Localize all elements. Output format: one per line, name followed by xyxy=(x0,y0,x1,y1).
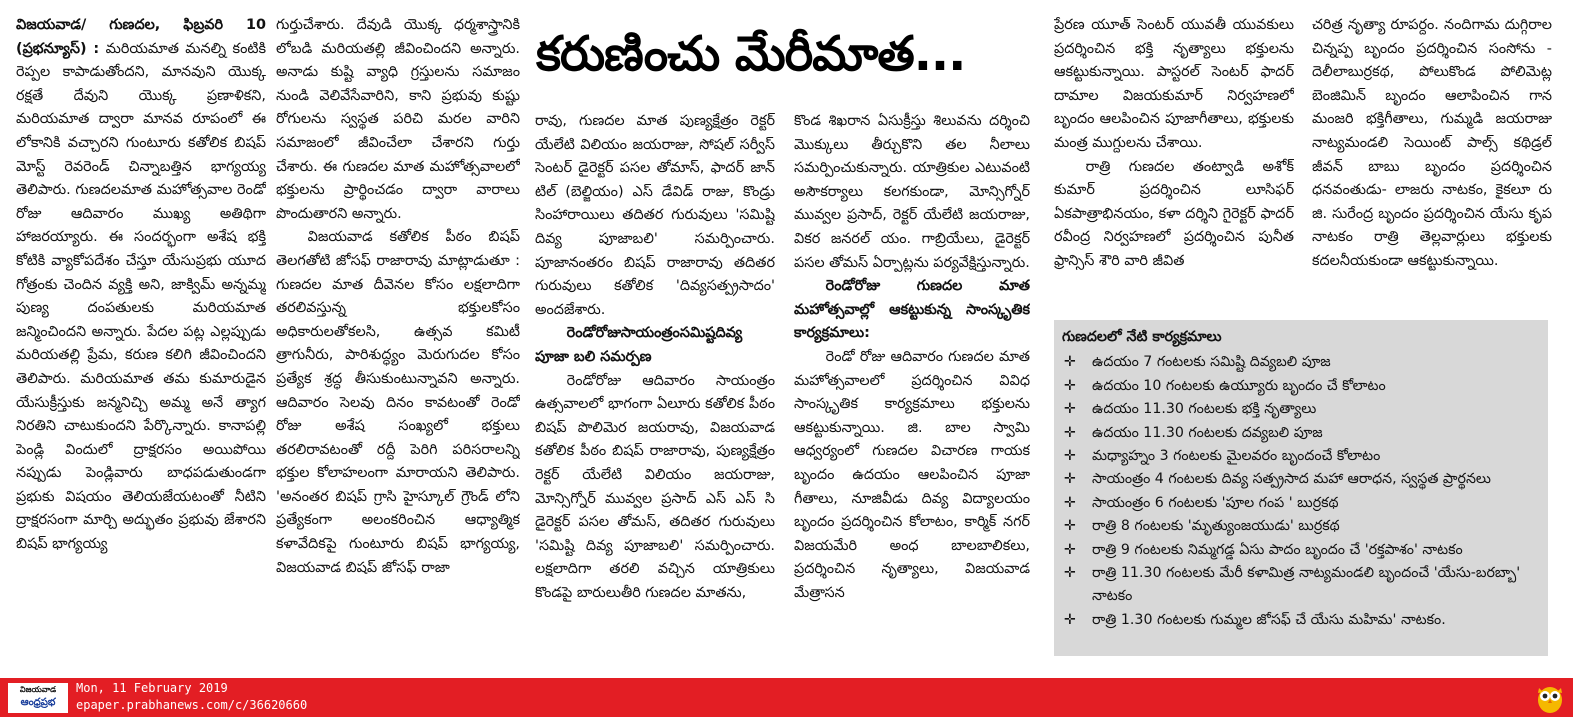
article-column-5 xyxy=(1054,14,1294,314)
article-paragraph: విజయవాడ కతోలిక పీఠం బిషప్ తెలగతోటి జోసఫ్ రాజారావు మాట్లాడుతూ : గుణదల మాత దీవెనల కోసం లక్షలాదిగా తరలివస్తున్న భక్తులకోసం అధికారులతోకలసి, ఉత్సవ కమిటీ త్రాగునీరు, పారిశుద్ధ్యం మెరుగుదల కోసం ప్రత్యేక శ్రద్ధ తీసుకుంటున్నావని అన్నారు. ఆదివారం సెలవు దినం కావటంతో రెండో రోజు అశేష సంఖ్యలో భక్తులు తరలిరావటంతో రద్దీ పెరిగి పరిసరాలన్ని భక్తుల కోలాహలంగా మారాయని తెలిపారు. 'అనంతర బిషప్ గ్రాసి హైస్కూల్ గ్రౌండ్ లోని ప్రత్యేకంగా అలంకరించిన ఆధ్యాత్మిక కళావేదికపై గుంటూరు బిషప్ భాగ్యయ్య, విజయవాడ బిషప్ జోసఫ్ రాజా xyxy=(276,229,520,576)
subheading: రెండోరోజు గుణదల మాత మహోత్సవాల్లో ఆకట్టుకున్న సాంస్కృతిక కార్యక్రమాలు: xyxy=(794,278,1030,342)
plus-bullet-icon: ✛ xyxy=(1064,518,1076,535)
schedule-item: ✛ ఉదయం 10 గంటలకు ఉయ్యూరు బృందం చే కోలాటం xyxy=(1062,375,1540,398)
schedule-item: ✛ మధ్యాహ్నం 3 గంటలకు మైలవరం బృందంచే కోలాటం xyxy=(1062,445,1540,468)
article-paragraph: విజయవాడ/ గుణదల, ఫిబ్రవరి 10 (ప్రభన్యూస్) : మరియమాత మనల్ని కంటికి రెప్పల కాపాడుతోందని, మానవుని యొక్క రక్షతే దేవుని యొక్క ప్రణాళికని, మరియమాత ద్వారా మానవ రూపంలో ఈ లోకానికి వచ్చారని గుంటూరు కతోలిక బిషప్ మోస్ట్ రెవరెండ్ చిన్నాబత్తిన భాగ్యయ్య తెలిపారు. గుణదలమాత మహోత్సవాల రెండో రోజు ఆదివారం ముఖ్య అతిథిగా హాజరయ్యారు. ఈ సందర్భంగా అశేష భక్తి కోటికి వ్యాకోపదేశం చేస్తూ యేసుప్రభు యూద గోత్రంకు చెందిన వ్యక్తి అని, జాక్విమ్ అన్నమ్మ పుణ్య దంపతులకు మరియమాత జన్మించిందని అన్నారు. పేదల పట్ల ఎల్లప్పుడు మరియతల్లి ప్రేమ, కరుణ కలిగి జీవించిందని తెలిపారు. మరియమాత తమ కుమారుడైన యేసుక్రీస్తుకు జన్మనిచ్చి అమ్మ అనే త్యాగ నిరతిని చాటుకుందని పేర్కొన్నారు. కానాపల్లి పెండ్లి విందులో ద్రాక్షరసం అయిపోయి నప్పుడు పెండ్లివారు బాధపడుతుండగా ప్రభుకు విషయం తెలియజేయటంతో నీటిని ద్రాక్షరసంగా మార్చి అద్భుతం ప్రభువు జేశారని బిషప్ భాగ్యయ్య xyxy=(16,17,266,553)
schedule-item: ✛ ఉదయం 11.30 గంటలకు భక్తి నృత్యాలు xyxy=(1062,398,1540,421)
plus-bullet-icon: ✛ xyxy=(1064,354,1076,371)
plus-bullet-icon: ✛ xyxy=(1064,541,1076,558)
schedule-item: ✛ రాత్రి 11.30 గంటలకు మేరీ కళామిత్ర నాట్యమండలి బృందంచే 'యేసు-బరబ్బా' నాటకం xyxy=(1062,562,1540,609)
article-column-3 xyxy=(535,110,775,664)
plus-bullet-icon: ✛ xyxy=(1064,448,1076,465)
subheading: రెండోరోజుసాయంత్రంసమిష్టదివ్య పూజా బలి సమర్పణ xyxy=(535,325,743,365)
article-paragraph: కొండ శిఖరాన ఏసుక్రీస్తు శిలువను దర్శించి మొక్కులు తీర్చుకొని తల నీలాలు సమర్పించుకున్నారు. యాత్రికుల ఎటువంటి అసౌకర్యాలు కలగకుండా, మోన్సిగ్నోర్ మువ్వల ప్రసాద్, రెక్టర్ యేలేటి జయరాజు, వికర జనరల్ యం. గాబ్రియేలు, డైరెక్టర్ పసల తోమస్ ఏర్పాట్లను పర్యవేక్షిస్తున్నారు. xyxy=(794,113,1030,271)
schedule-item: ✛ రాత్రి 8 గంటలకు 'మృత్యుంజయుడు' బుర్రకథ xyxy=(1062,515,1540,538)
epaper-url-link[interactable]: epaper.prabhanews.com/c/36620660 xyxy=(76,698,308,712)
logo-name: ఆంధ్రప్రభ xyxy=(20,697,56,708)
plus-bullet-icon: ✛ xyxy=(1064,401,1076,418)
article-paragraph: ప్రేరణ యూత్ సెంటర్ యువతీ యువకులు ప్రదర్శించిన భక్తి నృత్యాలు భక్తులను ఆకట్టుకున్నాయి. పాస్టరల్ సెంటర్ ఫాదర్ దామాల విజయకుమార్ నిర్వహణలో బృందం ఆలపించిన పూజాగీతాలు, భక్తులకు మంత్ర ముగ్దులను చేశాయి. xyxy=(1054,17,1294,151)
article-column-2 xyxy=(276,14,520,664)
schedule-item: ✛ ఉదయం 7 గంటలకు సమిష్టి దివ్యబలి పూజ xyxy=(1062,351,1540,374)
schedule-item: ✛ రాత్రి 1.30 గంటలకు గుమ్మల జోసఫ్ చే యేసు మహిమ' నాటకం. xyxy=(1062,609,1540,632)
schedule-item: ✛ సాయంత్రం 6 గంటలకు 'పూల గంప ' బుర్రకథ xyxy=(1062,492,1540,515)
logo-edition: విజయవాడ xyxy=(19,685,57,694)
schedule-item: ✛ సాయంత్రం 4 గంటలకు దివ్య సత్ప్రసాద మహా ఆరాధన, స్వస్థత ప్రార్థనలు xyxy=(1062,468,1540,491)
article-paragraph: రెండో రోజు ఆదివారం గుణదల మాత మహోత్సవాలలో ప్రదర్శించిన వివిధ సాంస్కృతిక కార్యక్రమాలు భక్తులను ఆకట్టుకున్నాయి. జి. బాల స్వామి ఆధ్వర్యంలో గుణదల విచారణ గాయక బృందం ఉదయం ఆలపించిన పూజా గీతాలు, నూజివీడు దివ్య విద్యాలయం బృందం ప్రదర్శించిన కోలాటం, కార్మిక్ నగర్ విజయమేరి అంధ బాలబాలికలు, ప్రదర్శించిన నృత్యాలు, విజయవాడ మేత్రాసన xyxy=(794,348,1030,601)
schedule-box xyxy=(1054,320,1548,656)
article-paragraph: రావు, గుణదల మాత పుణ్యక్షేత్రం రెక్టర్ యేలేటి విలియం జయరాజు, సోషల్ సర్వీస్ సెంటర్ డైరెక్టర్ పసల తోమాస్, ఫాదర్ జాన్ టిల్ (బెల్జియం) ఎస్ డేవిడ్ రాజు, కొండ్రు సింహారాయిలు తదితర గురువులు 'సమిష్టి దివ్య పూజాబలి' సమర్పించారు. పూజానంతరం బిషప్ రాజారావు తదితర గురువులు కతోలిక 'దివ్యసత్ప్రసాదం' అందజేశారు. xyxy=(535,113,775,318)
owl-icon xyxy=(1535,682,1565,714)
headline: కరుణించు మేరీమాత... xyxy=(536,26,966,82)
article-paragraph: రాత్రి గుణదల తంట్వాడి అశోక్ కుమార్ ప్రదర్శించిన లూసిఫర్ ఏకపాత్రాభినయం, కళా దర్శిని గైరెక్టర్ ఫాదర్ రవీంద్ర నిర్వహణలో ప్రదర్శించిన పునీత ఫ్రాన్సిస్ శౌరి వారి జీవిత xyxy=(1054,158,1294,269)
plus-bullet-icon: ✛ xyxy=(1064,565,1076,582)
article-paragraph: గుర్తుచేశారు. దేవుడి యొక్క ధర్మశాస్త్రానికి లోబడి మరియతల్లి జీవించిందని అన్నారు. అనాడు కుష్టి వ్యాధి గ్రస్తులను సమాజం నుండి వెలివేసేవారిని, కాని ప్రభువు కుష్టు రోగులను స్వస్థత పరిచి మరల వారిని సమాజంలో జీవించేలా చేశారని గుర్తు చేశారు. ఈ గుణదల మాత మహోత్సవాలలో భక్తులను ప్రార్థించడం ద్వారా వారాలు పొందుతారని అన్నారు. xyxy=(276,17,520,222)
dateline: విజయవాడ/ గుణదల, ఫిబ్రవరి 10 (ప్రభన్యూస్) : xyxy=(16,17,266,57)
article-column-6 xyxy=(1312,14,1552,314)
edition-date: Mon, 11 February 2019 xyxy=(76,681,228,695)
article-column-4 xyxy=(794,110,1030,664)
schedule-list xyxy=(1062,351,1540,632)
plus-bullet-icon: ✛ xyxy=(1064,611,1076,628)
plus-bullet-icon: ✛ xyxy=(1064,494,1076,511)
schedule-item: ✛ ఉదయం 11.30 గంటలకు దవ్యబలి పూజ xyxy=(1062,422,1540,445)
article-paragraph: చరిత్ర నృత్యా రూపర్దం. నందిగామ దుగ్గిరాల చిన్నప్ప బృందం ప్రదర్శించిన సంసోను - దెలీలాబుర్రకథ, పోలుకొండ పోలిమెట్ల బెంజిమిన్ బృందం ఆలాపించిన గాన మంజరి భక్తిగీతాలు, గుమ్మడి జయరాజు నాట్యమండలి సెయింట్ పాల్స్ కథిడ్రల్ జీవన్ బాబు బృందం ప్రదర్శించిన ధనవంతుడు- లాజరు నాటకం, కైకలూ రు జి. సురేంద్ర బృందం ప్రదర్శించిన యేసు కృప నాటకం రాత్రి తెల్లవార్లులు భక్తులకు కదలనీయకుండా ఆకట్టుకున్నాయి. xyxy=(1312,17,1552,269)
article-column-1 xyxy=(16,14,266,664)
plus-bullet-icon: ✛ xyxy=(1064,471,1076,488)
plus-bullet-icon: ✛ xyxy=(1064,377,1076,394)
schedule-title: గుణదలలో నేటి కార్యక్రమాలు xyxy=(1062,329,1222,345)
epaper-footer-bar xyxy=(0,678,1573,717)
newspaper-logo[interactable] xyxy=(8,683,68,713)
plus-bullet-icon: ✛ xyxy=(1064,424,1076,441)
schedule-item: ✛ రాత్రి 9 గంటలకు నిమ్మగడ్డ ఏసు పాదం బృందం చే 'రక్తపాశం' నాటకం xyxy=(1062,539,1540,562)
article-paragraph: రెండోరోజు ఆదివారం సాయంత్రం ఉత్సవాలలో భాగంగా ఏలూరు కతోలిక పీఠం బిషప్ పొలిమెర జయరావు, విజయవాడ కతోలిక పీఠం బిషప్ రాజారావు, పుణ్యక్షేత్రం రెక్టర్ యేలేటి విలియం జయరాజు, మోన్సిగ్నోర్ మువ్వల ప్రసాద్ ఎస్ ఎస్ సి డైరెక్టర్ పసల తోమస్, తదితర గురువులు 'సమిష్టి దివ్య పూజాబలి' సమర్పించారు. లక్షలాదిగా తరలి వచ్చిన యాత్రికులు కొండపై బారులుతీరి గుణదల మాతను, xyxy=(535,372,775,601)
